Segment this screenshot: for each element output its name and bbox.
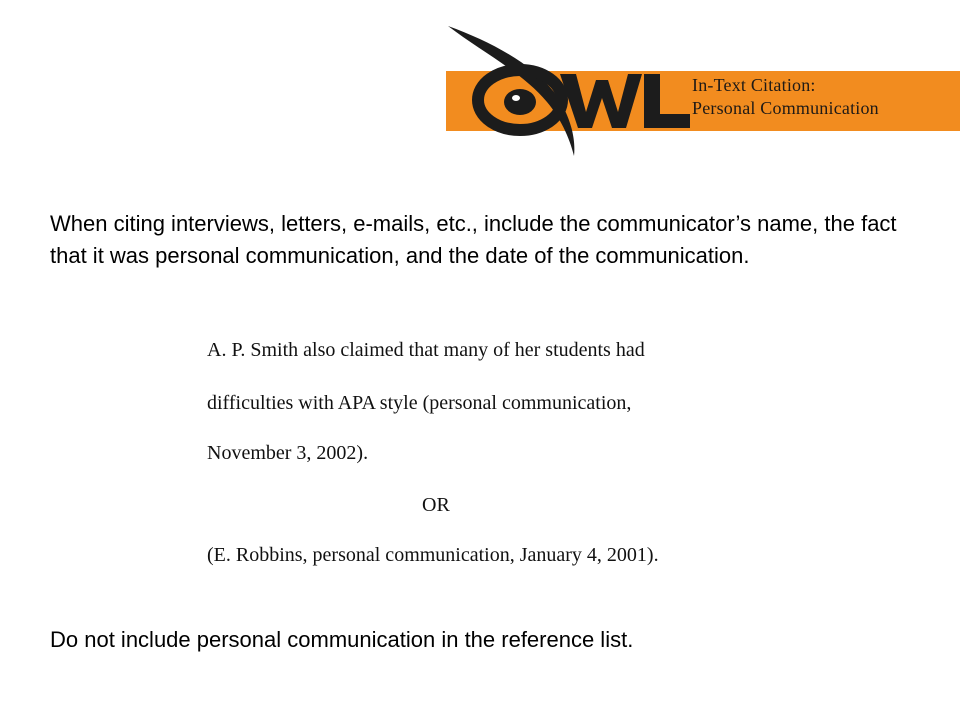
example-alternative: (E. Robbins, personal communication, January 4, 2001). [207, 544, 659, 566]
example-line-1: A. P. Smith also claimed that many of her students had [207, 339, 645, 361]
intro-paragraph: When citing interviews, letters, e-mails, etc., include the communicator’s name, the fact that it was personal communication, and the date of the communication. [50, 211, 903, 268]
example-line-2: difficulties with APA style (personal communication, [207, 392, 632, 414]
header-title-line2: Personal Communication [692, 98, 879, 118]
header-title [692, 74, 960, 120]
owl-logo [442, 22, 692, 162]
example-line-3: November 3, 2002). [207, 442, 369, 464]
example-or: OR [422, 494, 450, 516]
header-title-line1: In-Text Citation: [692, 75, 816, 95]
footer-note: Do not include personal communication in the reference list. [50, 627, 634, 652]
